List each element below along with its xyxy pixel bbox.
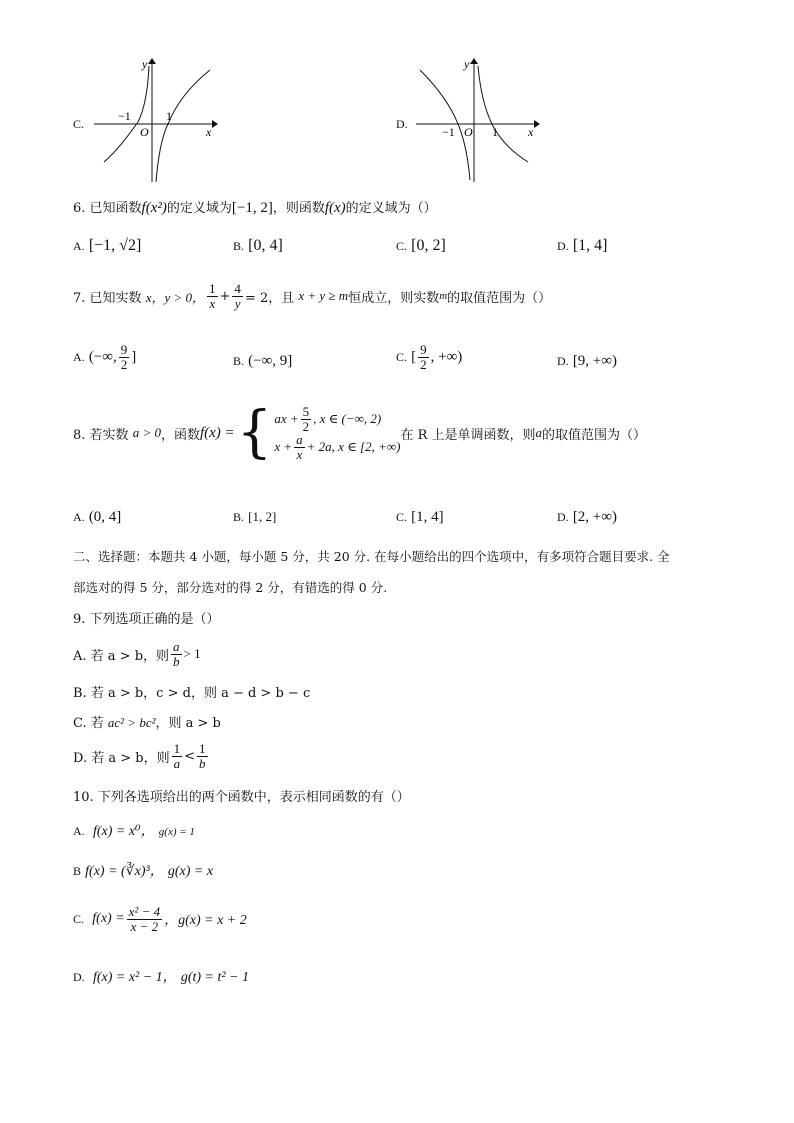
q6-option-a[interactable]: A. [−1, √2] <box>73 237 142 254</box>
origin-label: O <box>140 125 149 139</box>
piecewise-cases: ax + $\frac{5}{2}$ , x ∈ (−∞, 2) x + $\frac{a}{x}$ + 2a, x ∈ [2, +∞) <box>274 404 401 462</box>
neg-one-label: −1 <box>118 109 131 123</box>
graph-c <box>90 58 220 188</box>
one-label: 1 <box>492 125 498 139</box>
y-label: y <box>142 58 148 71</box>
neg-one-label: −1 <box>442 125 455 139</box>
question-6-stem: 6. 已知函数f(x²)的定义域为[−1, 2]，则函数f(x)的定义域为（） <box>73 200 437 216</box>
x-label: x <box>528 125 534 139</box>
graph-d <box>412 58 542 188</box>
q9-option-d[interactable]: D. 若 a > b，则 $\frac{1}{a}$ < $\frac{1}{b}$ <box>73 741 206 771</box>
q6-option-d[interactable]: D. [1, 4] <box>557 237 608 254</box>
one-label: 1 <box>166 109 172 123</box>
q7-option-a[interactable]: A. (−∞, $\frac{9}{2}$ ] <box>73 342 137 372</box>
q10-option-c[interactable]: C. f(x) = $\frac{\text{x² − 4}}{x - 2}$ ，g(x) = x + 2 <box>73 904 247 934</box>
question-9-stem: 9. 下列选项正确的是（） <box>73 612 220 627</box>
curve-right <box>156 70 210 182</box>
option-c-letter: C. <box>73 117 85 131</box>
q9-option-b[interactable]: B. 若 a > b，c > d，则 a − d > b − c <box>73 686 311 701</box>
question-7-stem: 7. 已知实数 x，y > 0， $\frac{1}{x}$ + $\frac{4}{y}$ = 2，且 x + y ≥ m 恒成立，则实数 m 的取值范围为（） <box>73 281 552 311</box>
x-label: x <box>206 125 212 139</box>
curve-right <box>478 66 528 162</box>
q10-option-a[interactable]: A. f(x) = x⁰， g(x) = 1 <box>73 824 195 839</box>
q8-option-c[interactable]: C. [1, 4] <box>396 509 444 525</box>
q8-option-b[interactable]: B. [1, 2] <box>233 509 277 524</box>
q6-option-c[interactable]: C. [0, 2] <box>396 237 446 254</box>
q7-option-c[interactable]: C. [ $\frac{9}{2}$ , +∞) <box>396 342 463 372</box>
x-arrow <box>212 120 218 128</box>
q8-option-d[interactable]: D. [2, +∞) <box>557 509 617 525</box>
y-label: y <box>464 58 470 71</box>
q8-option-a[interactable]: A. (0, 4] <box>73 509 122 525</box>
q7-option-d[interactable]: D. [9, +∞) <box>557 353 617 369</box>
section-2-line-2: 部选对的得 5 分，部分选对的得 2 分，有错选的得 0 分. <box>73 580 388 595</box>
question-8-stem: 8. 若实数 a > 0 ，函数 f(x) = { ax + $\frac{5}{2}$ , x ∈ (−∞, 2) x + $\frac{a}{x}$ + 2a, x ∈ [2, +∞) 在 R 上是单调函数，则 a 的取值范围为（） <box>73 400 647 466</box>
q9-option-c[interactable]: C. 若 ac² > bc²，则 a > b <box>73 715 221 731</box>
q9-option-a[interactable]: A. 若 a > b，则 $\frac{a}{b}$ > 1 <box>73 639 201 669</box>
q10-option-b[interactable]: B f(x) = (∛x)³， g(x) = x <box>73 864 214 879</box>
q7-option-b[interactable]: B. (−∞, 9] <box>233 353 293 369</box>
x-arrow <box>534 120 540 128</box>
origin-label: O <box>464 125 473 139</box>
section-2-line-1: 二、选择题：本题共 4 小题，每小题 5 分，共 20 分. 在每小题给出的四个选项中，有多项符合题目要求. 全 <box>73 549 670 564</box>
piecewise-brace: { <box>236 400 273 466</box>
question-10-stem: 10. 下列各选项给出的两个函数中，表示相同函数的有（） <box>73 790 410 805</box>
q6-option-b[interactable]: B. [0, 4] <box>233 237 283 254</box>
q10-option-d[interactable]: D. f(x) = x² − 1， g(t) = t² − 1 <box>73 970 250 985</box>
y-arrow <box>148 58 156 64</box>
option-d-letter: D. <box>396 117 408 131</box>
y-arrow <box>470 58 478 64</box>
